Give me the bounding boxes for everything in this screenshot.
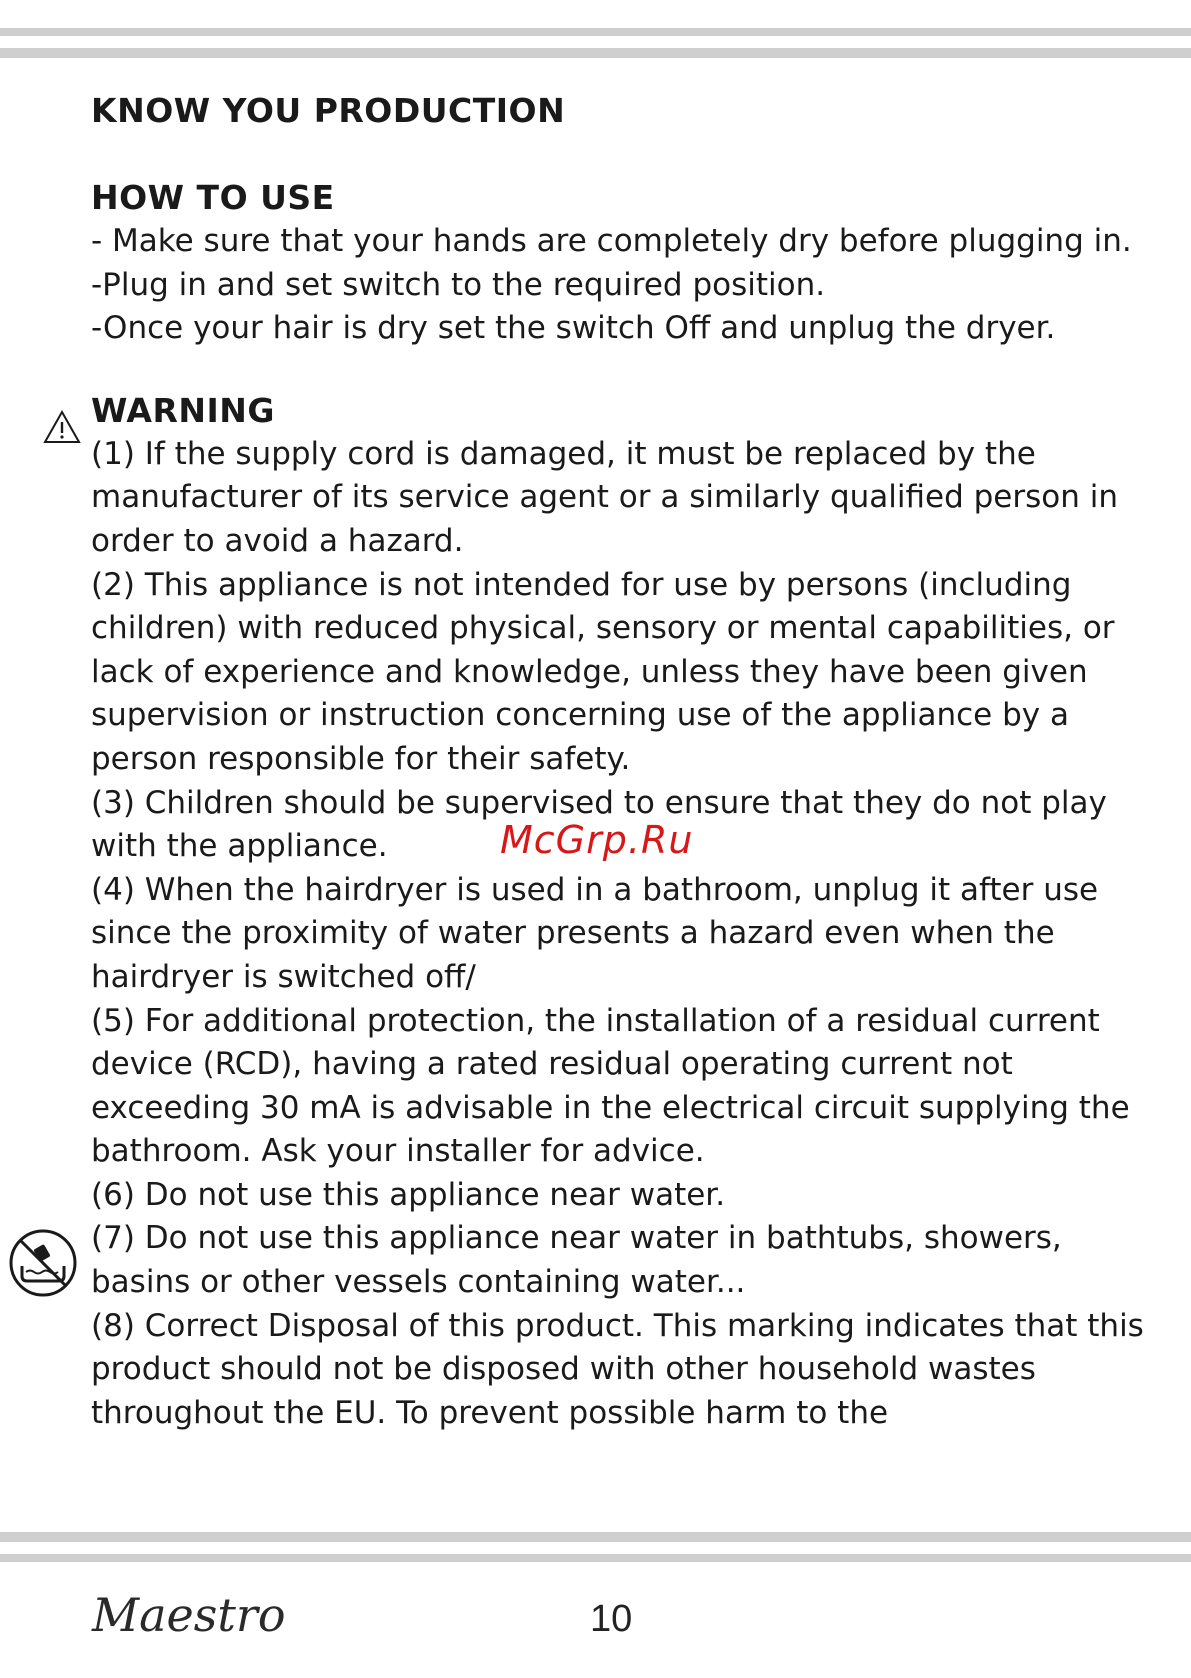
warning-line: order to avoid a hazard. <box>91 522 464 559</box>
warning-line: product should not be disposed with other household wastes <box>91 1351 1036 1388</box>
bottom-divider-thin <box>0 1554 1191 1562</box>
warning-line: throughout the EU. To prevent possible harm to the <box>91 1394 889 1431</box>
how-to-use-line: -Once your hair is dry set the switch Off and unplug the dryer. <box>91 310 1056 347</box>
how-to-use-list <box>91 220 1131 351</box>
warning-line: (3) Children should be supervised to ensure that they do not play <box>91 784 1107 821</box>
warning-line: hairdryer is switched off/ <box>91 958 476 995</box>
warning-line: since the proximity of water presents a hazard even when the <box>91 915 1055 952</box>
no-use-near-water-icon <box>8 1228 78 1298</box>
warning-line: manufacturer of its service agent or a similarly qualified person in <box>91 479 1118 516</box>
warning-line: (5) For additional protection, the installation of a residual current <box>91 1002 1100 1039</box>
top-divider-thin <box>0 28 1191 36</box>
warning-line: basins or other vessels containing water... <box>91 1264 746 1301</box>
warning-line: supervision or instruction concerning use of the appliance by a <box>91 697 1069 734</box>
bottom-divider-thick <box>0 1532 1191 1542</box>
brand-logo: Maestro <box>92 1588 286 1642</box>
manual-content <box>91 86 1144 1435</box>
how-to-use-heading: HOW TO USE <box>91 178 335 217</box>
warning-line: (2) This appliance is not intended for use by persons (including <box>91 566 1072 603</box>
top-divider-thick <box>0 48 1191 58</box>
warning-line: bathroom. Ask your installer for advice. <box>91 1133 705 1170</box>
warning-line: (7) Do not use this appliance near water in bathtubs, showers, <box>91 1220 1062 1257</box>
watermark: McGrp.Ru <box>500 818 694 862</box>
warning-line: person responsible for their safety. <box>91 740 631 777</box>
how-to-use-line: - Make sure that your hands are completely dry before plugging in. <box>91 223 1132 259</box>
how-to-use-line: -Plug in and set switch to the required position. <box>91 266 826 303</box>
warning-triangle-icon <box>43 410 81 444</box>
warning-line: children) with reduced physical, sensory or mental capabilities, or <box>91 610 1115 647</box>
warning-line: exceeding 30 mA is advisable in the electrical circuit supplying the <box>91 1089 1130 1126</box>
warning-line: lack of experience and knowledge, unless they have been given <box>91 653 1088 690</box>
warning-line: (1) If the supply cord is damaged, it must be replaced by the <box>91 435 1036 472</box>
page-number: 10 <box>590 1598 633 1640</box>
warning-line: (6) Do not use this appliance near water. <box>91 1176 726 1213</box>
warning-list <box>91 433 1144 1436</box>
warning-heading: WARNING <box>91 390 275 430</box>
warning-line: (4) When the hairdryer is used in a bathroom, unplug it after use <box>91 871 1099 908</box>
warning-line: (8) Correct Disposal of this product. This marking indicates that this <box>91 1307 1144 1344</box>
page-title: KNOW YOU PRODUCTION <box>91 91 566 130</box>
warning-line: with the appliance. <box>91 828 388 865</box>
warning-line: device (RCD), having a rated residual operating current not <box>91 1046 1013 1083</box>
